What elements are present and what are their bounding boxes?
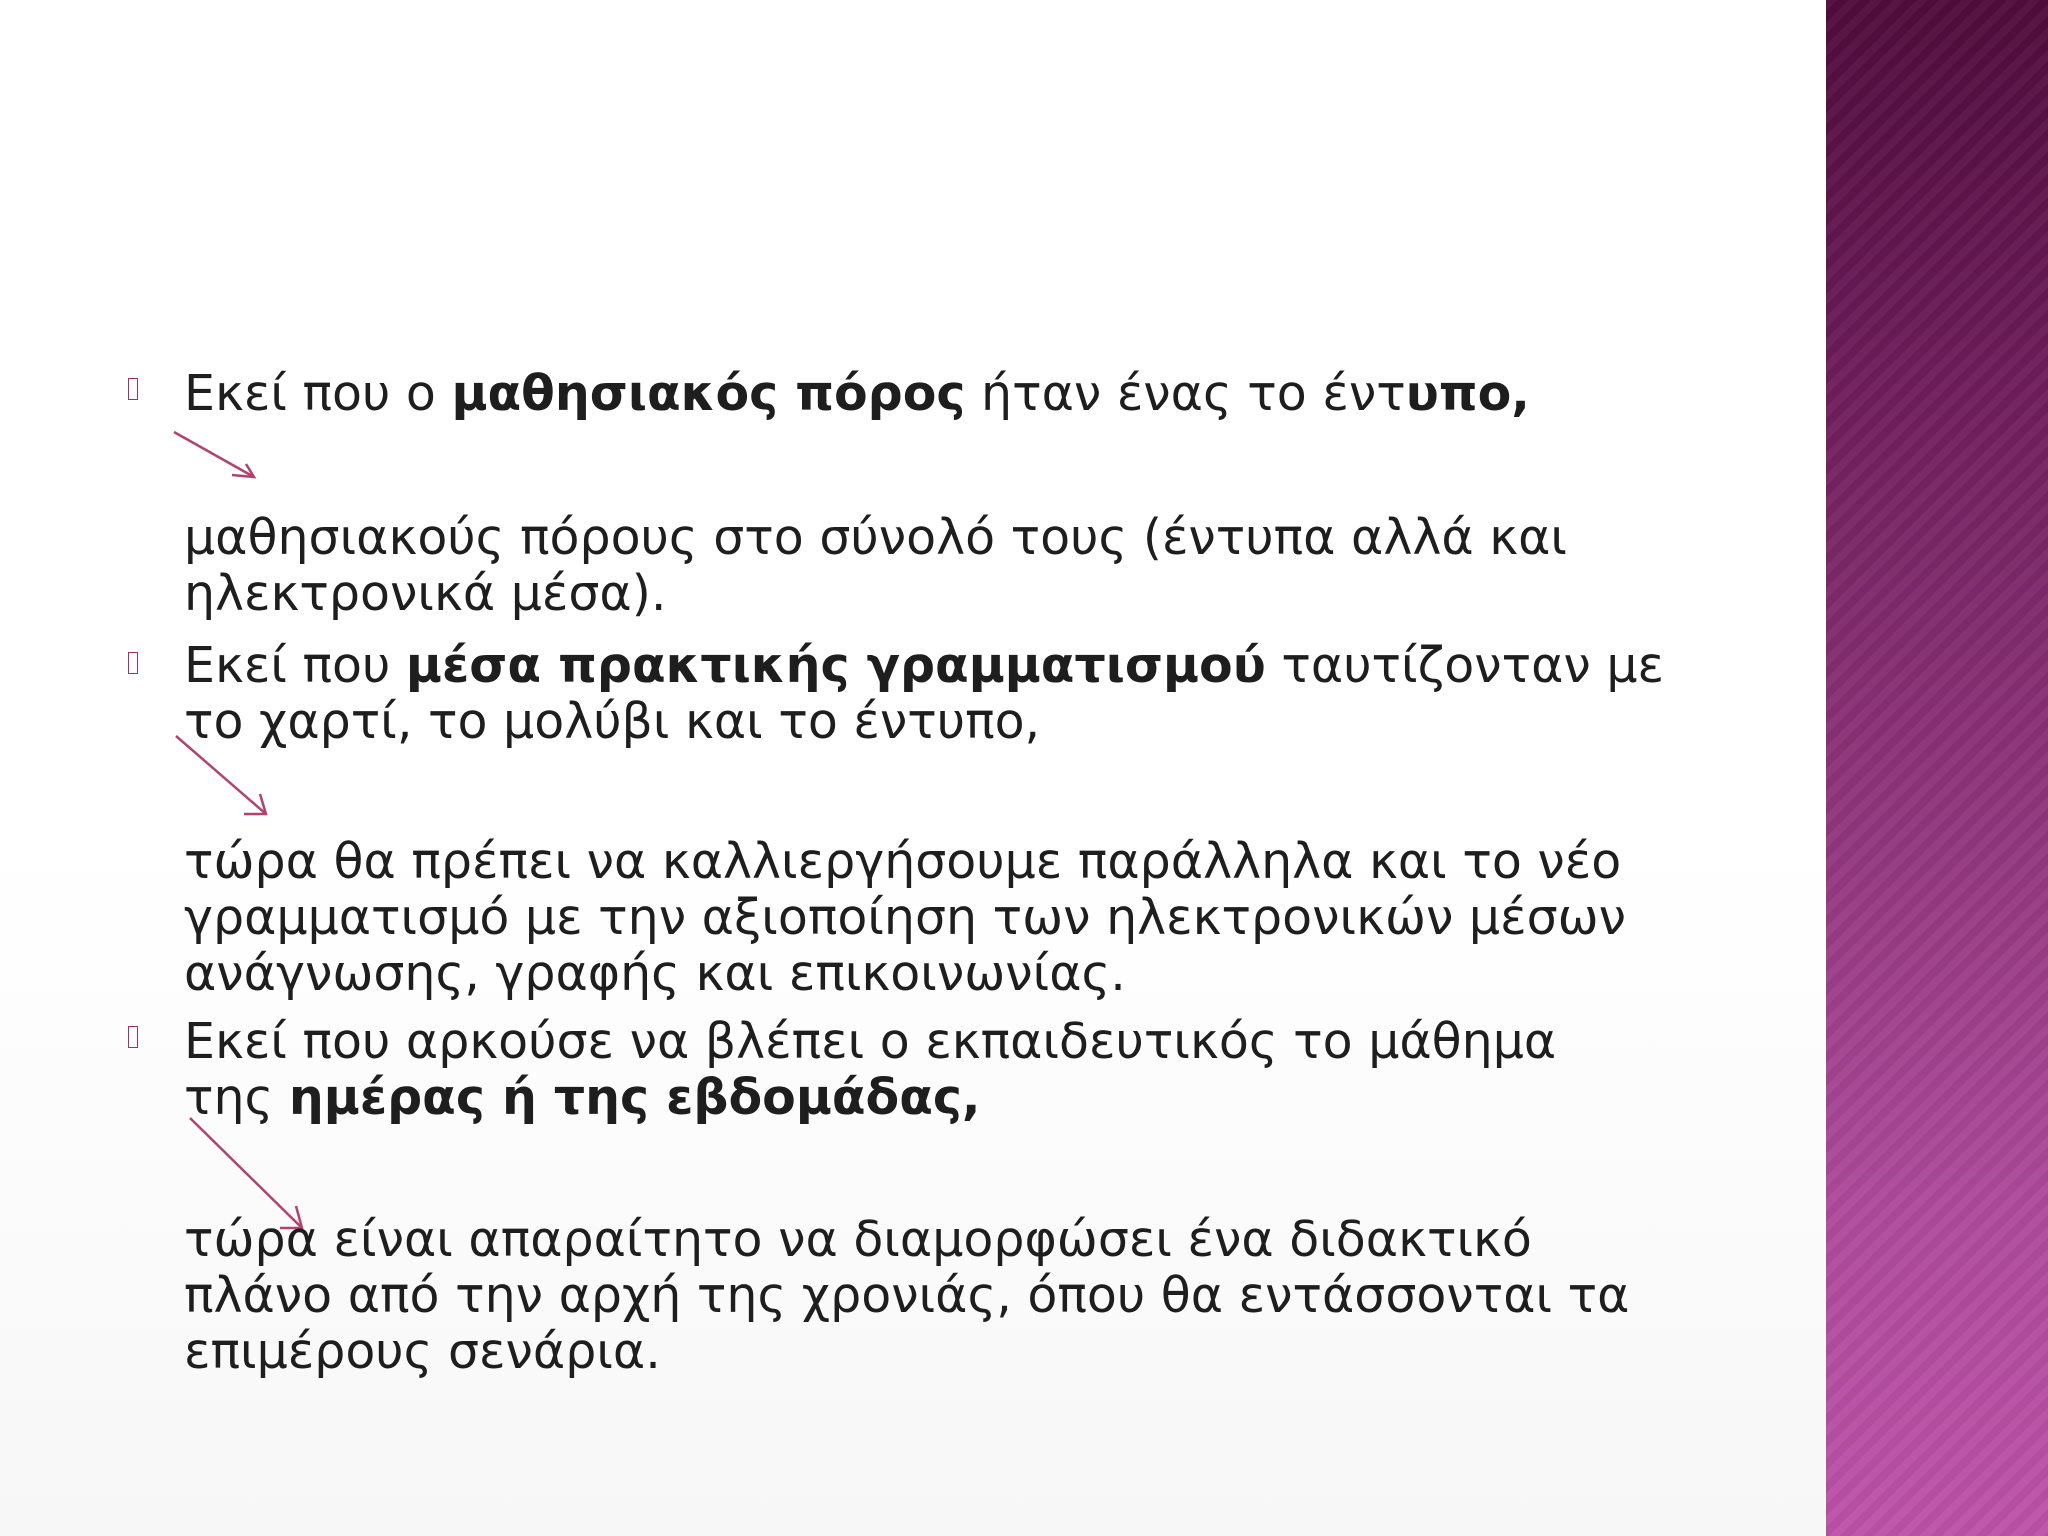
text-segment: Εκεί που ο [184, 365, 452, 422]
text-segment: ήταν ένας το έντ [965, 365, 1406, 422]
diagonal-arrow-icon [170, 428, 260, 480]
bullet-2-follow-line-2: γραμματισμό με την αξιοποίηση των ηλεκτρονικών μέσων [184, 889, 1627, 946]
bullet-3-line-1: Εκεί που αρκούσε να βλέπει ο εκπαιδευτικός το μάθημα [184, 1013, 1557, 1070]
bullet-3-follow-line-1: τώρα είναι απαραίτητο να διαμορφώσει ένα διδακτικό [184, 1211, 1532, 1268]
square-bullet-icon [128, 652, 138, 674]
bold-term: ημέρας ή της εβδομάδας, [288, 1069, 981, 1126]
bullet-2-follow-line-1: τώρα θα πρέπει να καλλιεργήσουμε παράλληλα και το νέο [184, 833, 1622, 890]
bullet-3-follow-line-3: επιμέρους σενάρια. [184, 1323, 661, 1380]
bullet-1-line-1 [184, 366, 1530, 422]
diagonal-arrow-icon [172, 732, 272, 818]
text-segment: Εκεί που [184, 637, 406, 694]
text-segment: ταυτίζονταν με [1265, 637, 1665, 694]
bold-term: μαθησιακός πόρος [451, 365, 966, 422]
square-bullet-icon [128, 378, 138, 400]
bullet-2-line-1 [184, 638, 1664, 694]
bullet-3-follow-line-2: πλάνο από την αρχή της χρονιάς, όπου θα εντάσσονται τα [184, 1267, 1630, 1324]
bullet-2-follow-line-3: ανάγνωσης, γραφής και επικοινωνίας. [184, 945, 1126, 1002]
bold-term: υπο, [1405, 365, 1530, 422]
bold-term: μέσα πρακτικής γραμματισμού [405, 637, 1266, 694]
bullet-1-follow-line-2: ηλεκτρονικά μέσα). [184, 565, 667, 622]
text-segment: της [184, 1069, 289, 1126]
square-bullet-icon [128, 1026, 138, 1048]
bullet-1-follow-line-1: μαθησιακούς πόρους στο σύνολό τους (έντυπα αλλά και [184, 509, 1567, 566]
bullet-2-line-2: το χαρτί, το μολύβι και το έντυπο, [184, 693, 1041, 750]
decorative-side-panel [1826, 0, 2048, 1536]
